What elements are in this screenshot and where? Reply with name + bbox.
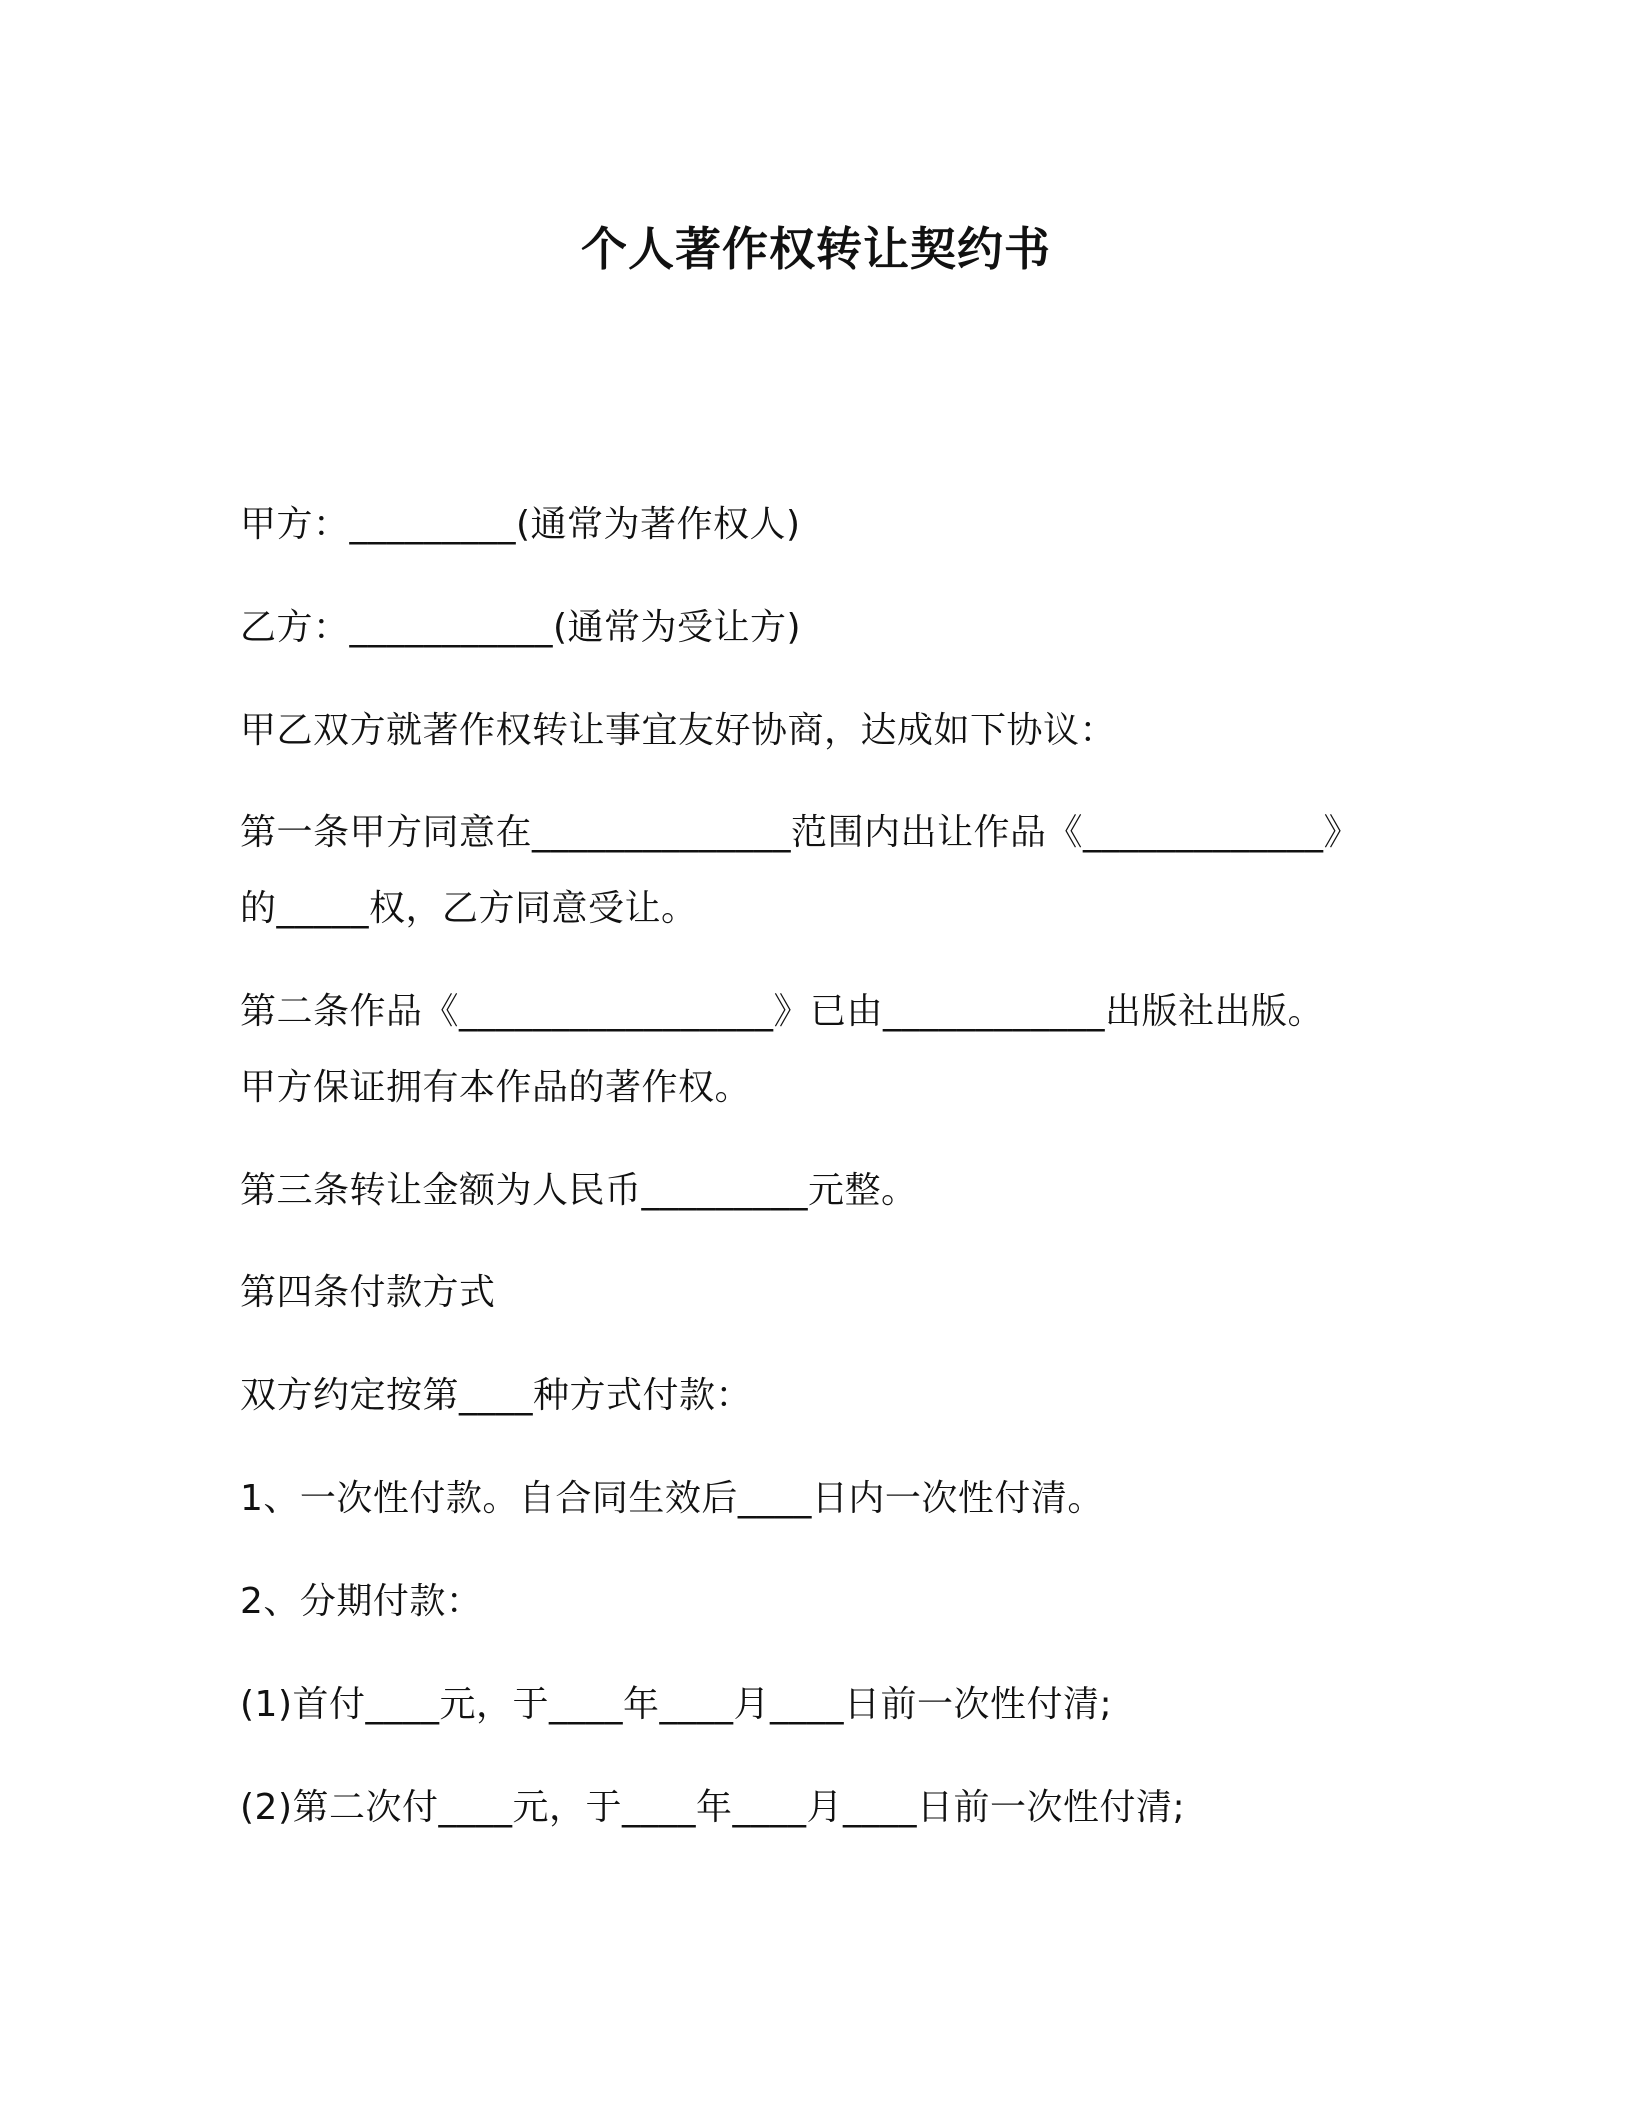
- payment-option-2-line: 2、分期付款：: [240, 1581, 483, 1622]
- installment-2-line: (2)第二次付____元，于____年____月____日前一次性付清;: [240, 1787, 1186, 1828]
- party-a-line: 甲方：_________(通常为著作权人): [240, 504, 801, 545]
- installment-1-line: (1)首付____元，于____年____月____日前一次性付清;: [240, 1684, 1113, 1725]
- article-1-line-1: 第一条甲方同意在______________范围内出让作品《_____________》: [240, 812, 1361, 853]
- party-b-line: 乙方：___________(通常为受让方): [240, 607, 802, 648]
- article-1-line-2: 的_____权，乙方同意受让。: [240, 888, 698, 929]
- payment-method-line: 双方约定按第____种方式付款：: [240, 1375, 753, 1416]
- document-title: 个人著作权转让契约书: [581, 222, 1051, 276]
- payment-option-1-line: 1、一次性付款。自合同生效后____日内一次性付清。: [240, 1478, 1104, 1519]
- agreement-intro-line: 甲乙双方就著作权转让事宜友好协商，达成如下协议：: [240, 710, 1117, 751]
- article-2-line-1: 第二条作品《_________________》已由____________出版社出版。: [240, 991, 1325, 1032]
- article-2-line-2: 甲方保证拥有本作品的著作权。: [240, 1067, 752, 1108]
- article-3-line: 第三条转让金额为人民币_________元整。: [240, 1170, 918, 1211]
- article-4-heading: 第四条付款方式: [240, 1272, 496, 1313]
